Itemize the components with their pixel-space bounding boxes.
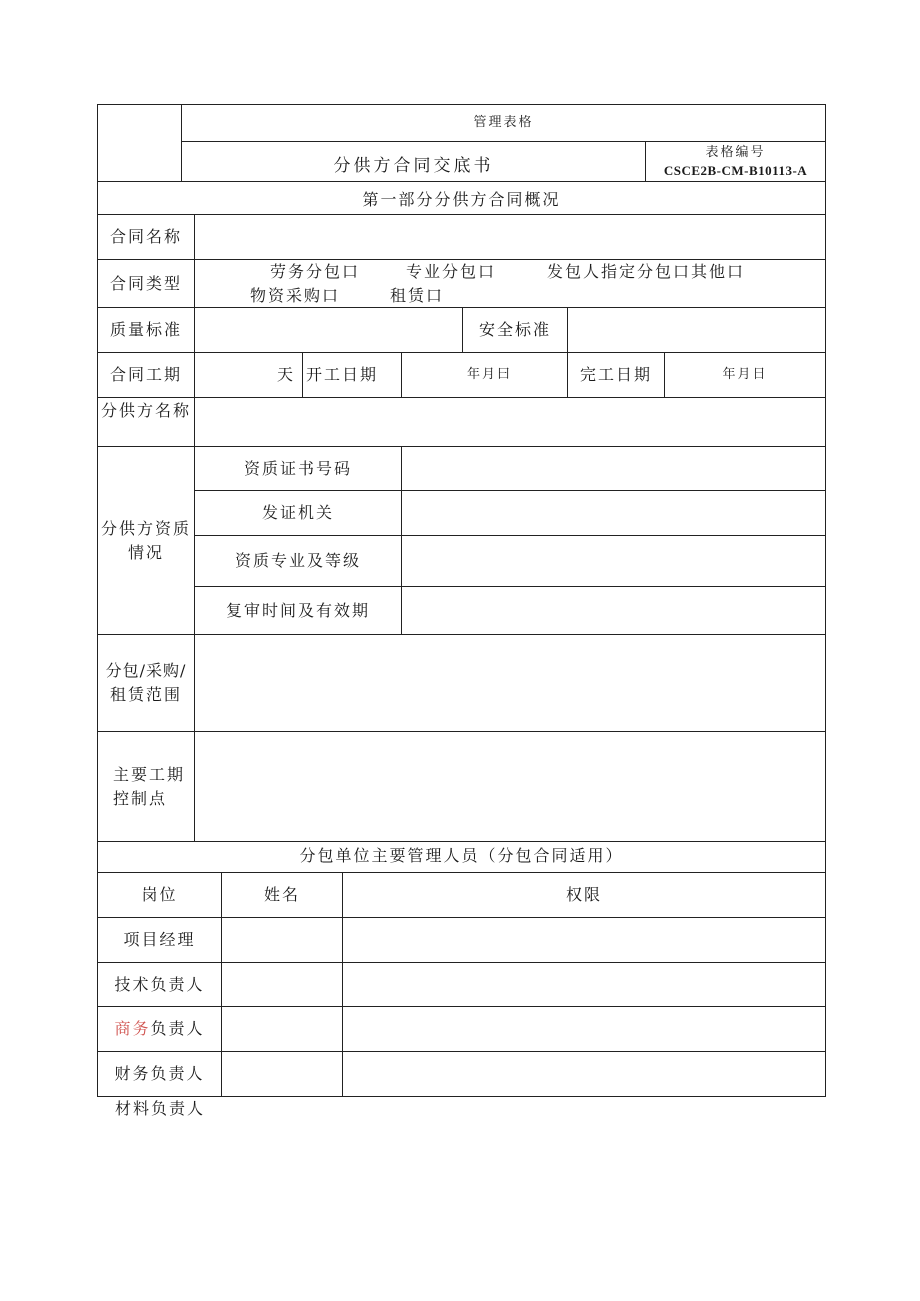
position-project-manager: 项目经理 (123, 930, 196, 949)
form-category-cell (181, 104, 826, 142)
name-field-finance-lead[interactable] (221, 1051, 343, 1097)
authority-field-technical-lead[interactable] (342, 962, 826, 1007)
form-number-cell (645, 141, 826, 182)
option-other[interactable]: 其他口 (691, 262, 746, 281)
authority-field-commercial-lead[interactable] (342, 1006, 826, 1052)
contract-type-options-cell (194, 259, 826, 308)
start-date-field[interactable] (401, 352, 568, 398)
milestones-field[interactable] (194, 731, 826, 842)
personnel-title: 分包单位主要管理人员（分包合同适用） (299, 845, 624, 865)
contract-period-label-cell (97, 352, 195, 398)
column-header-authority (342, 872, 826, 918)
option-group-designated (547, 264, 745, 280)
contract-type-label-cell (97, 259, 195, 308)
form-number-label: 表格编号 (705, 145, 766, 160)
column-header-name-label: 姓名 (263, 885, 300, 904)
start-date-label: 开工日期 (306, 365, 379, 384)
position-technical-lead: 技术负责人 (114, 974, 205, 994)
safety-standard-field[interactable] (567, 307, 826, 353)
qualification-label-line-1: 分供方资质 (100, 518, 191, 538)
contract-days-field[interactable] (194, 352, 303, 398)
end-date-label-cell (567, 352, 665, 398)
issuing-authority-label: 发证机关 (261, 503, 334, 522)
section-title: 第一部分分供方合同概况 (362, 190, 561, 209)
scope-label-cell (97, 634, 195, 732)
qualification-grade-field[interactable] (401, 535, 826, 587)
issuing-authority-label-cell (194, 490, 402, 536)
review-validity-label: 复审时间及有效期 (225, 600, 370, 620)
review-validity-label-cell (194, 586, 402, 635)
position-commercial-lead (114, 1017, 204, 1041)
column-header-authority-label: 权限 (565, 885, 602, 904)
scope-label-line-1: 分包/采购/ (105, 661, 187, 680)
quality-standard-label: 质量标准 (109, 320, 182, 339)
days-unit: 天 (276, 365, 295, 384)
name-field-project-manager[interactable] (221, 917, 343, 963)
logo-cell (97, 104, 182, 182)
table-row-position (97, 1006, 222, 1052)
quality-standard-field[interactable] (194, 307, 463, 353)
qualification-grade-label: 资质专业及等级 (234, 551, 361, 570)
form-number: CSCE2B-CM-B10113-A (663, 163, 808, 178)
subcontractor-name-label-cell (97, 397, 195, 447)
authority-field-project-manager[interactable] (342, 917, 826, 963)
milestones-label-line-2: 控制点 (113, 788, 168, 808)
personnel-title-cell (97, 841, 826, 873)
safety-standard-label-cell (462, 307, 568, 353)
contract-name-field[interactable] (194, 214, 826, 260)
subcontractor-name-label: 分供方名称 (101, 401, 192, 420)
qualification-label-cell (97, 446, 195, 635)
option-professional-subcontract[interactable]: 专业分包口 (406, 262, 497, 281)
position-finance-lead: 财务负责人 (114, 1064, 205, 1083)
scope-field[interactable] (194, 634, 826, 732)
qualification-grade-label-cell (194, 535, 402, 587)
name-field-technical-lead[interactable] (221, 962, 343, 1007)
column-header-position (97, 872, 222, 918)
table-row-position (97, 1051, 222, 1097)
quality-standard-label-cell (97, 307, 195, 353)
milestones-label-cell (97, 731, 195, 842)
issuing-authority-field[interactable] (401, 490, 826, 536)
name-field-commercial-lead[interactable] (221, 1006, 343, 1052)
start-date-label-cell (302, 352, 402, 398)
column-header-name (221, 872, 343, 918)
contract-name-label-cell (97, 214, 195, 260)
option-leasing[interactable]: 租赁口 (390, 286, 445, 305)
position-commercial-highlight: 商务 (114, 1019, 151, 1038)
review-validity-field[interactable] (401, 586, 826, 635)
cert-number-label-cell (194, 446, 402, 491)
table-row-position (97, 917, 222, 963)
start-date-value: 年月曰 (466, 367, 512, 382)
form-title-cell (181, 141, 646, 182)
contract-type-label: 合同类型 (109, 273, 182, 293)
cert-number-label: 资质证书号码 (243, 458, 352, 478)
option-owner-designated-subcontract[interactable]: 发包人指定分包口 (547, 262, 692, 281)
subcontractor-name-field[interactable] (194, 397, 826, 447)
material-manager-label: 材料负责人 (115, 1099, 206, 1118)
end-date-value: 年月日 (722, 367, 768, 382)
cert-number-field[interactable] (401, 446, 826, 491)
contract-period-label: 合同工期 (109, 365, 182, 384)
option-material-procurement[interactable]: 物资采购口 (250, 286, 341, 305)
section-title-cell (97, 181, 826, 215)
authority-field-finance-lead[interactable] (342, 1051, 826, 1097)
table-row-position (97, 962, 222, 1007)
option-labor-subcontract[interactable]: 劳务分包口 (270, 262, 361, 281)
form-category: 管理表格 (473, 115, 534, 130)
milestones-label-line-1: 主要工期 (113, 764, 186, 784)
contract-name-label: 合同名称 (109, 227, 182, 246)
scope-label-line-2: 租赁范围 (109, 685, 182, 704)
end-date-label: 完工日期 (579, 365, 652, 384)
qualification-label-line-2: 情况 (127, 542, 164, 562)
position-commercial-rest: 负责人 (150, 1019, 205, 1038)
form-title: 分供方合同交底书 (333, 155, 494, 176)
end-date-field[interactable] (664, 352, 826, 398)
safety-standard-label: 安全标准 (478, 320, 551, 339)
column-header-position-label: 岗位 (141, 885, 178, 904)
